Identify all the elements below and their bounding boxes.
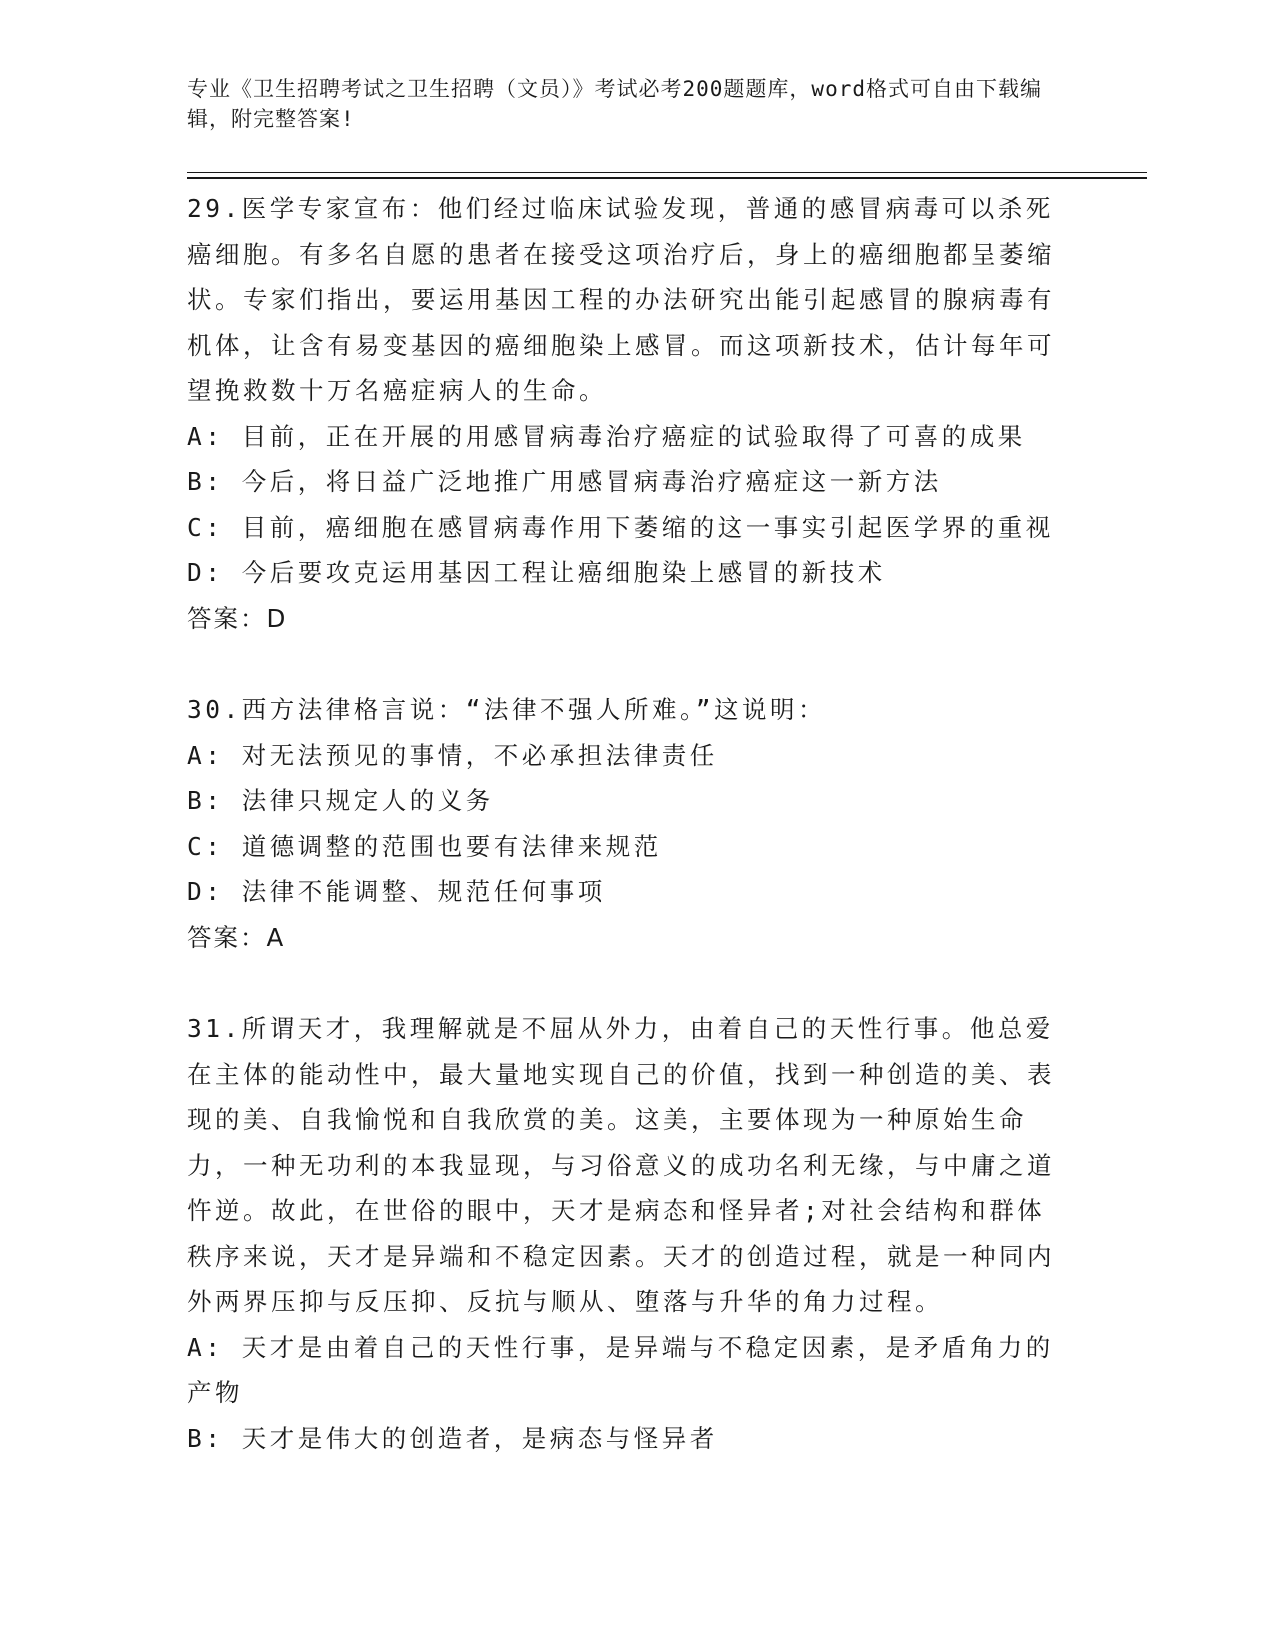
option-d: D: 法律不能调整、规范任何事项 bbox=[187, 877, 606, 906]
option-a: A: 天才是由着自己的天性行事，是异端与不稳定因素，是矛盾角力的产物 bbox=[187, 1332, 1054, 1407]
question-text: 30.西方法律格言说：“法律不强人所难。”这说明： bbox=[187, 695, 826, 724]
question-text: 31.所谓天才，我理解就是不屈从外力，由着自己的天性行事。他总爱在主体的能动性中，最大量地实现自己的价值，找到一种创造的美、表现的美、自我愉悦和自我欣赏的美。这美，主要体现为一种原始生命力，一种无功利的本我显现，与习俗意义的成功名利无缘，与中庸之道忤逆。故此，在世俗的眼中，天才是病态和怪异者;对社会结构和群体秩序来说，天才是异端和不稳定因素。天才的创造过程，就是一种同内外两界压抑与反压抑、反抗与顺从、堕落与升华的角力过程。 bbox=[187, 1014, 1055, 1316]
option-a: A: 目前，正在开展的用感冒病毒治疗癌症的试验取得了可喜的成果 bbox=[187, 421, 1026, 451]
header-divider-thin bbox=[187, 172, 1147, 173]
question-text: 29.医学专家宣布：他们经过临床试验发现，普通的感冒病毒可以杀死癌细胞。有多名自愿的患者在接受这项治疗后，身上的癌细胞都呈萎缩状。专家们指出，要运用基因工程的办法研究出能引起感冒的腺病毒有机体，让含有易变基因的癌细胞染上感冒。而这项新技术，估计每年可望挽救数十万名癌症病人的生命。 bbox=[187, 194, 1055, 405]
document-header: 专业《卫生招聘考试之卫生招聘（文员）》考试必考200题题库，word格式可自由下载编辑，附完整答案! bbox=[187, 77, 1042, 131]
option-b: B: 法律只规定人的义务 bbox=[187, 786, 494, 815]
option-c: C: 目前，癌细胞在感冒病毒作用下萎缩的这一事实引起医学界的重视 bbox=[187, 512, 1054, 542]
answer: 答案：A bbox=[187, 922, 286, 952]
option-c: C: 道德调整的范围也要有法律来规范 bbox=[187, 831, 662, 861]
option-d: D: 今后要攻克运用基因工程让癌细胞染上感冒的新技术 bbox=[187, 558, 886, 587]
question-31 bbox=[187, 1006, 1067, 1461]
answer: 答案：D bbox=[187, 603, 288, 633]
spacer bbox=[187, 960, 1067, 1006]
question-29 bbox=[187, 186, 1067, 641]
option-a: A: 对无法预见的事情，不必承担法律责任 bbox=[187, 740, 718, 770]
option-b: B: 天才是伟大的创造者，是病态与怪异者 bbox=[187, 1423, 718, 1453]
question-30 bbox=[187, 687, 1067, 960]
option-b: B: 今后，将日益广泛地推广用感冒病毒治疗癌症这一新方法 bbox=[187, 467, 942, 496]
question-list bbox=[187, 186, 1067, 1461]
header-divider-thick bbox=[187, 177, 1147, 179]
spacer bbox=[187, 641, 1067, 687]
